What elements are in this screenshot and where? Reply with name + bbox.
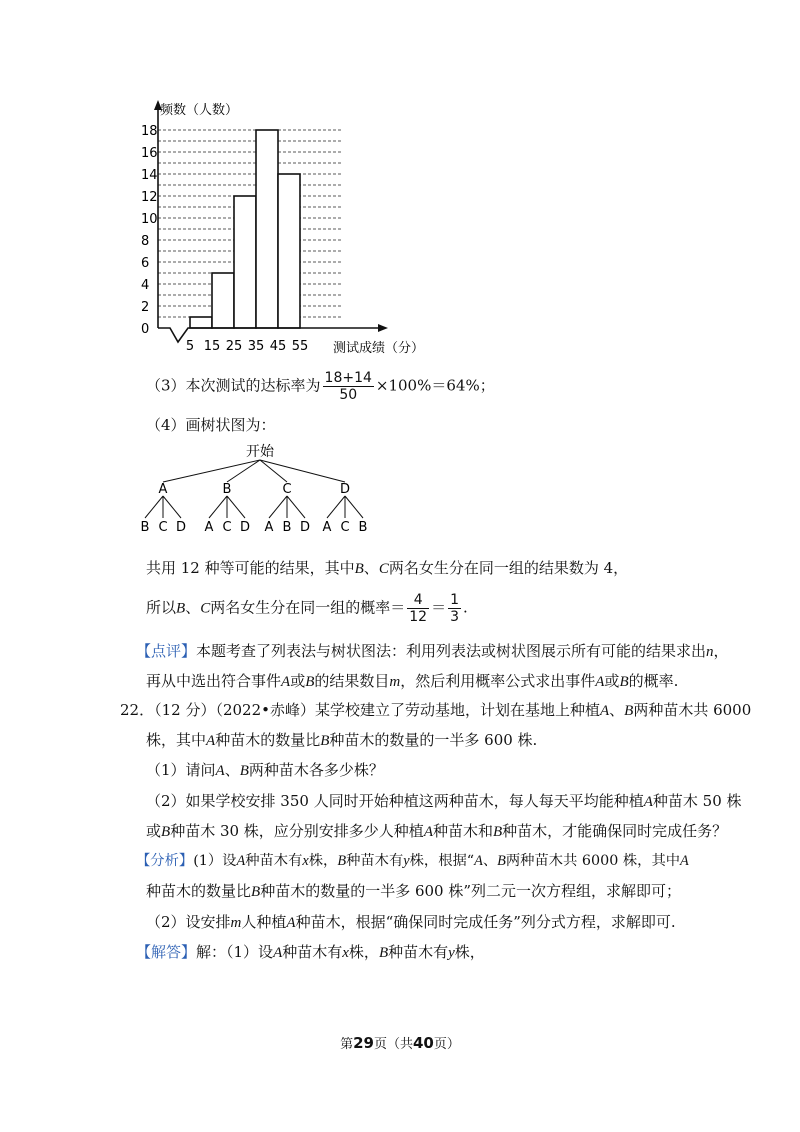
x-tick-label: 35 [247,339,265,354]
tree-leaf-line [345,496,363,518]
histogram-bar [278,174,300,328]
part4-label: （4）画树状图为： [146,416,276,434]
text-span: 再从中选出符合事件 [146,672,282,690]
text-span: 株，根据“ [409,853,475,869]
text-span: （2）设安排 [146,913,231,931]
y-tick-label: 8 [141,234,150,249]
analysis-tag: 【分析】 [136,853,194,869]
q22-sub2-line-2 [146,820,727,843]
page-number: 29 [353,1034,374,1052]
var-y: y [448,945,455,961]
y-tick-label: 16 [141,146,158,161]
text-span: 两种苗木各多少株？ [248,761,384,779]
text-span: 株，其中 [146,731,207,749]
y-tick-label: 0 [141,322,150,337]
y-tick-label: 12 [141,190,158,205]
tree-branch-line [163,460,260,482]
comment-tag: 【点评】 [136,642,197,660]
var-B: B [378,945,389,961]
text-span: 22．（12 分）（2022•赤峰）某学校建立了劳动基地，计划在基地上种植 [120,701,600,719]
fraction-denominator: 12 [409,609,428,625]
analysis-line-2 [146,880,681,903]
tree-nodes [141,482,368,535]
x-tick-label: 45 [269,339,287,354]
part3-fraction [323,370,374,403]
tree-leaf-line [209,496,227,518]
var-A: A [595,674,605,690]
y-tick-label: 2 [141,300,150,315]
var-B: B [161,824,171,840]
text-span: 种苗木，才能确保同时完成任务？ [502,822,728,840]
page-footer [0,1033,800,1052]
var-A: A [643,794,653,810]
text-span: ，然后利用概率公式求出事件 [400,672,596,690]
var-m: m [389,674,401,690]
var-y: y [403,853,410,869]
text-span: 、 [185,598,201,617]
var-B: B [354,561,364,577]
part3-line [146,370,495,403]
text-span: 株， [454,943,485,961]
text-span: 种苗木的数量的一半多 600 株. [329,731,538,749]
x-tick-label: 5 [185,339,195,354]
tree-branch-node: B [222,482,232,497]
part3-fraction-denominator: 50 [339,387,358,403]
var-m: m [230,915,242,931]
y-tick-label: 10 [141,212,158,227]
fraction-numerator: 4 [407,592,429,609]
comment-line-1 [136,640,729,663]
text-span: 种苗木的数量比 [215,731,321,749]
var-B: B [320,733,330,749]
text-span: 人种植 [241,913,287,931]
text-span: 种苗木的数量比 [146,882,252,900]
y-tick-label: 6 [141,256,150,271]
tree-leaf-node: D [239,520,251,535]
answer-line-1 [136,941,485,964]
text-span: 页） [433,1037,460,1052]
tree-leaf-line [227,496,245,518]
q22-sub2-line-1 [146,790,742,813]
text-span: 或 [146,822,162,840]
q22-line-1 [120,699,751,722]
text-span: 种苗木 50 株 [652,792,742,810]
comment-line-2 [146,670,678,693]
tree-leaf-node: C [222,520,232,535]
var-A: A [215,763,225,779]
text-span: 解：（1）设 [196,943,274,961]
page-total: 40 [413,1034,434,1052]
analysis-line-3 [146,911,676,934]
tree-leaf-node: D [299,520,311,535]
tree-leaf-node: A [264,520,274,535]
text-span: 、 [482,853,498,869]
histogram-bar [256,130,278,328]
text-span: ， [713,642,729,660]
var-B: B [337,853,347,869]
q22-line-2 [146,729,537,752]
var-A: A [599,703,610,719]
q22-sub1 [146,759,384,782]
fraction-denominator: 3 [450,609,459,625]
chart-bars [190,130,300,328]
y-tick-label: 14 [141,168,158,183]
text-span: 种苗木有 [346,853,404,869]
var-B: B [624,703,634,719]
var-B: B [239,763,249,779]
tree-leaf-node: A [204,520,214,535]
histogram-bar [190,317,212,328]
text-span: 种苗木有 [388,943,449,961]
var-B: B [493,824,503,840]
text-span: 第 [340,1037,354,1052]
text-span: 两名女生分在同一组的概率＝ [210,598,406,617]
tree-leaf-line [327,496,345,518]
tree-branch-node: A [158,482,168,497]
result-line-2 [146,592,468,625]
tree-leaf-line [145,496,163,518]
chart-x-axis-label: 测试成绩（分） [333,341,425,356]
tree-leaf-node: D [175,520,187,535]
part3-prefix: （3）本次测试的达标率为 [146,376,321,395]
part3-suffix: ×100%＝64%； [375,376,495,395]
text-span: 株， [308,853,338,869]
tree-leaf-node: B [282,520,292,535]
text-span: 种苗木和 [432,822,493,840]
equals-sign: ＝ [431,598,447,617]
tree-diagram [130,438,390,538]
text-span: （1）请问 [146,761,216,779]
text-span: 、 [609,701,625,719]
chart-y-tick-labels [141,124,158,337]
tree-leaf-node: C [158,520,168,535]
text-span: 、 [224,761,240,779]
tree-leaf-node: B [358,520,368,535]
prob-fraction-1 [407,592,429,625]
text-span: 本题考查了列表法与树状图法：利用列表法或树状图展示所有可能的结果求出 [196,642,707,660]
var-n: n [706,644,714,660]
text-span: 页（共 [373,1037,413,1052]
result-line-1 [146,557,628,580]
chart-y-axis-label: 频数（人数） [160,103,239,118]
histogram-bar [234,196,256,328]
chart-x-tick-labels [186,339,308,354]
text-span: 、 [363,559,379,577]
text-span: 种苗木有 [282,943,343,961]
var-B: B [305,674,315,690]
var-A: A [273,945,283,961]
tree-leaf-line [287,496,305,518]
tree-leaf-node: C [340,520,350,535]
text-span: 或 [604,672,620,690]
text-span: (1）设 [193,853,237,869]
text-span: 两名女生分在同一组的结果数为 4， [388,559,629,577]
var-C: C [378,561,389,577]
y-tick-label: 4 [141,278,150,293]
var-A: A [281,674,291,690]
text-span: . [463,598,468,617]
tree-leaf-node: A [322,520,332,535]
text-span: 或 [290,672,306,690]
tree-leaf-line [269,496,287,518]
var-x: x [302,853,309,869]
text-span: 共用 12 种等可能的结果，其中 [146,559,355,577]
tree-branch-lines [145,460,363,518]
var-B: B [497,853,506,869]
x-axis-arrow [378,324,388,332]
histogram-chart [130,98,440,360]
x-tick-label: 55 [291,339,309,354]
var-A: A [206,733,216,749]
fraction-numerator: 1 [450,592,459,608]
x-tick-label: 25 [225,339,243,354]
tree-branch-node: D [339,482,351,497]
answer-tag: 【解答】 [136,943,197,961]
x-tick-label: 15 [203,339,221,354]
tree-leaf-line [163,496,181,518]
y-tick-label: 18 [141,124,158,139]
var-A: A [680,853,689,869]
text-span: 所以 [146,598,177,617]
var-C: C [200,600,211,617]
histogram-bar [212,273,234,328]
text-span: 种苗木有 [245,853,303,869]
var-B: B [176,600,186,617]
part3-fraction-numerator: 18+14 [324,370,372,386]
text-span: 的结果数目 [314,672,390,690]
var-B: B [619,674,629,690]
tree-root-label: 开始 [246,444,274,460]
var-B: B [251,884,261,900]
text-span: （2）如果学校安排 350 人同时开始种植这两种苗木，每人每天平均能种植 [146,792,644,810]
var-x: x [342,945,349,961]
text-span: 两种苗木共 6000 株，其中 [505,853,681,869]
var-A: A [474,853,483,869]
tree-branch-node: C [282,482,292,497]
tree-leaf-node: B [140,520,150,535]
text-span: 种苗木，根据“确保同时完成任务”列分式方程，求解即可. [295,913,676,931]
text-span: 的概率. [628,672,679,690]
var-A: A [423,824,433,840]
text-span: 种苗木的数量的一半多 600 株”列二元一次方程组，求解即可； [260,882,682,900]
text-span: 种苗木 30 株，应分别安排多少人种植 [170,822,424,840]
text-span: 两种苗木共 6000 [633,701,752,719]
analysis-line-1 [136,850,689,872]
prob-fraction-2 [448,592,461,625]
var-A: A [236,853,246,869]
text-span: 株， [348,943,379,961]
var-A: A [286,915,296,931]
